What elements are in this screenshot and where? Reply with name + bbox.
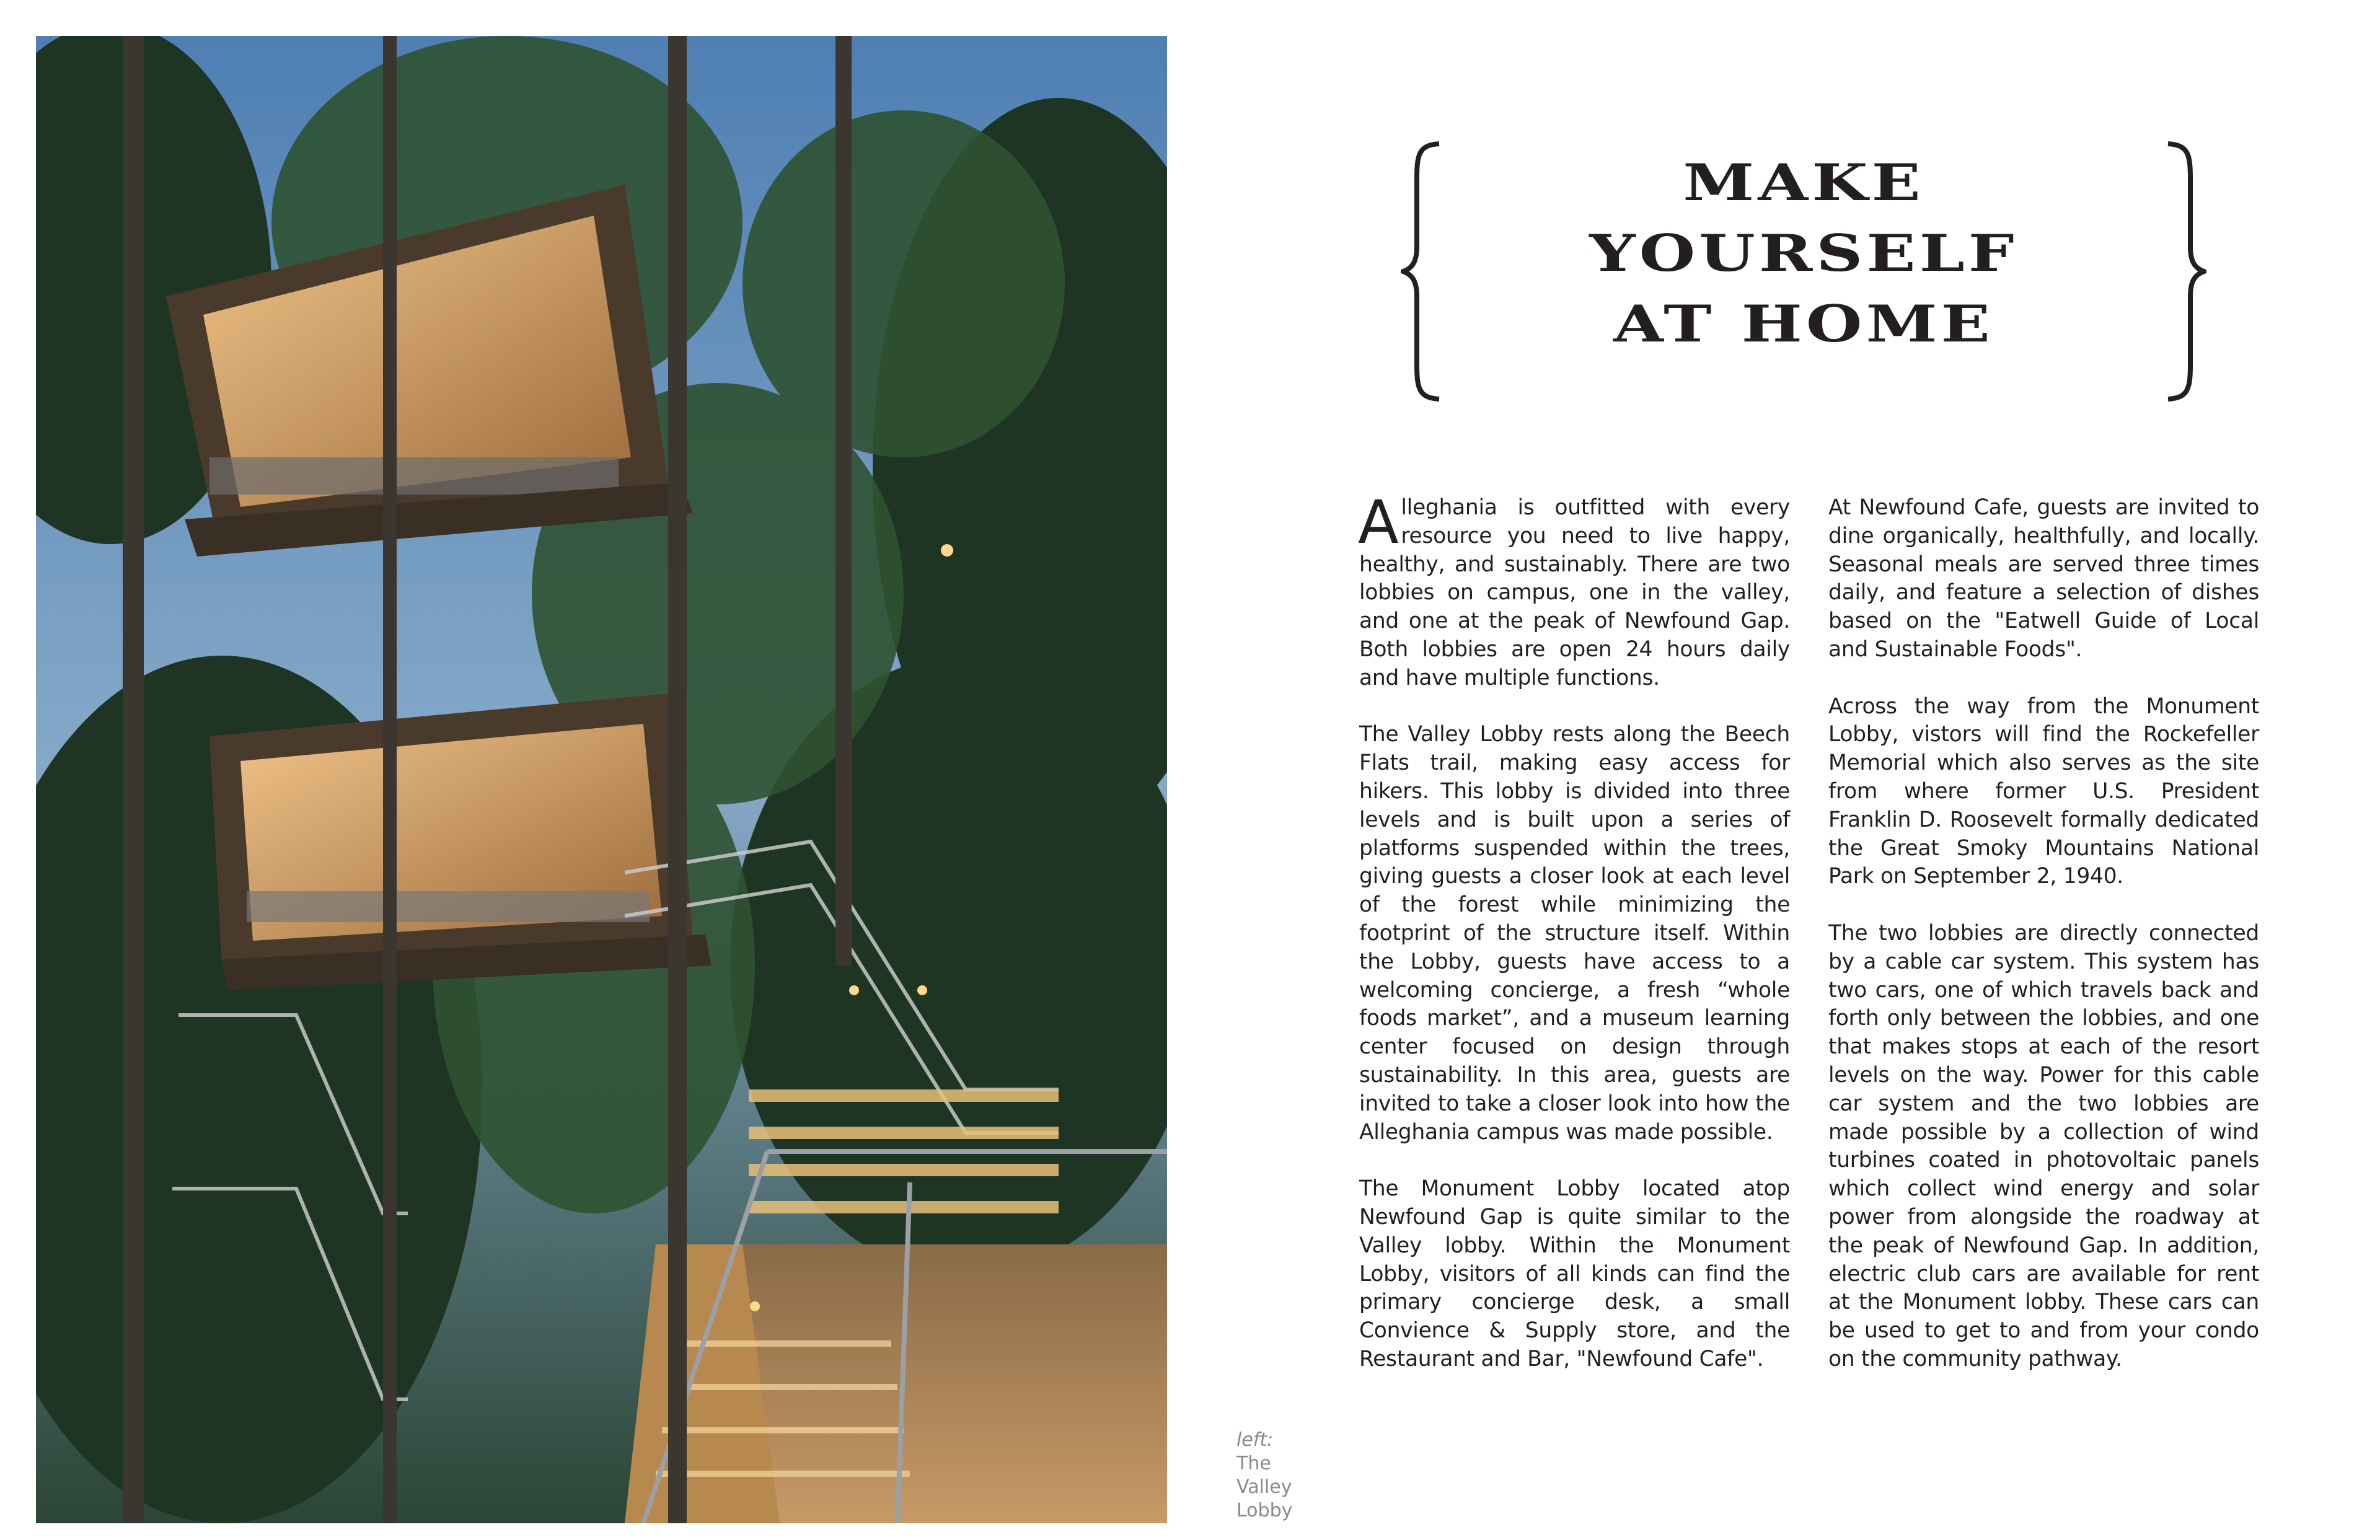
drop-cap: A xyxy=(1358,488,1399,557)
paragraph-monument-lobby: The Monument Lobby located atop Newfound Gap is quite similar to the Valley lobby. Within the Monument Lobby, visitors of all kinds can find the primary concierge desk, a small Convience & Supply store, and the Restaurant and Bar, "Newfound Cafe". xyxy=(1359,1176,1790,1371)
paragraph-newfound-cafe: At Newfound Cafe, guests are invited to dine organically, healthfully, and locally. Seasonal meals are served three times daily, and feature a selection of dishes based on the "Eatwell Guide of Local and Sustainable Foods". xyxy=(1828,495,2259,662)
left-brace-icon xyxy=(1401,141,1444,402)
title-line-1: MAKE xyxy=(1683,152,1924,213)
title-block xyxy=(1401,141,2206,402)
title-line-2: YOURSELF xyxy=(1589,223,2018,283)
paragraph-intro xyxy=(1358,488,1790,693)
valley-lobby-photo xyxy=(36,36,1167,1523)
caption-line-2: Valley xyxy=(1236,1476,1292,1498)
paragraph-rockefeller-memorial: Across the way from the Monument Lobby, vistors will find the Rockefeller Memorial which also serves as the site from where former U.S. President Franklin D. Roosevelt formally dedicated the Great Smoky Mountains National Park on September 2, 1940. xyxy=(1828,693,2259,889)
title-line-3: AT HOME xyxy=(1613,294,1994,354)
page-title xyxy=(1450,147,2157,359)
photo-caption xyxy=(1236,1428,1292,1523)
body-column-2 xyxy=(1828,494,2259,1402)
paragraph-cable-car: The two lobbies are directly connected by a cable car system. This system has two cars, one of which travels back and forth only between the lobbies, and one that makes stops at each of the resort levels on the way. Power for this cable car system and the two lobbies are made possible by a collection of wind turbines coated in photovoltaic panels which collect wind energy and solar power from alongside the roadway at the peak of Newfound Gap. In addition, electric club cars are available for rent at the Monument lobby. These cars can be used to get to and from your condo on the community pathway. xyxy=(1828,920,2259,1371)
caption-line-1: The xyxy=(1236,1453,1271,1474)
paragraph-intro-text: lleghania is outfitted with every resource you need to live happy, healthy, and sustainably. There are two lobbies on campus, one in the valley, and one at the peak of Newfound Gap. Both lobbies are open 24 hours daily and have multiple functions. xyxy=(1359,495,1790,690)
right-brace-icon xyxy=(2163,141,2206,402)
caption-line-3: Lobby xyxy=(1236,1500,1293,1521)
caption-lead: left: xyxy=(1236,1429,1274,1451)
body-column-1 xyxy=(1358,488,1790,1402)
treehouse-illustration xyxy=(36,36,1167,1523)
paragraph-valley-lobby: The Valley Lobby rests along the Beech Flats trail, making easy access for hikers. This lobby is divided into three levels and is built upon a series of platforms suspended within the trees, giving guests a closer look at each level of the forest while minimizing the footprint of the structure itself. Within the Lobby, guests have access to a welcoming concierge, a fresh “whole foods market”, and a museum learning center focused on design through sustainability. In this area, guests are invited to take a closer look into how the Alleghania campus was made possible. xyxy=(1359,722,1790,1145)
